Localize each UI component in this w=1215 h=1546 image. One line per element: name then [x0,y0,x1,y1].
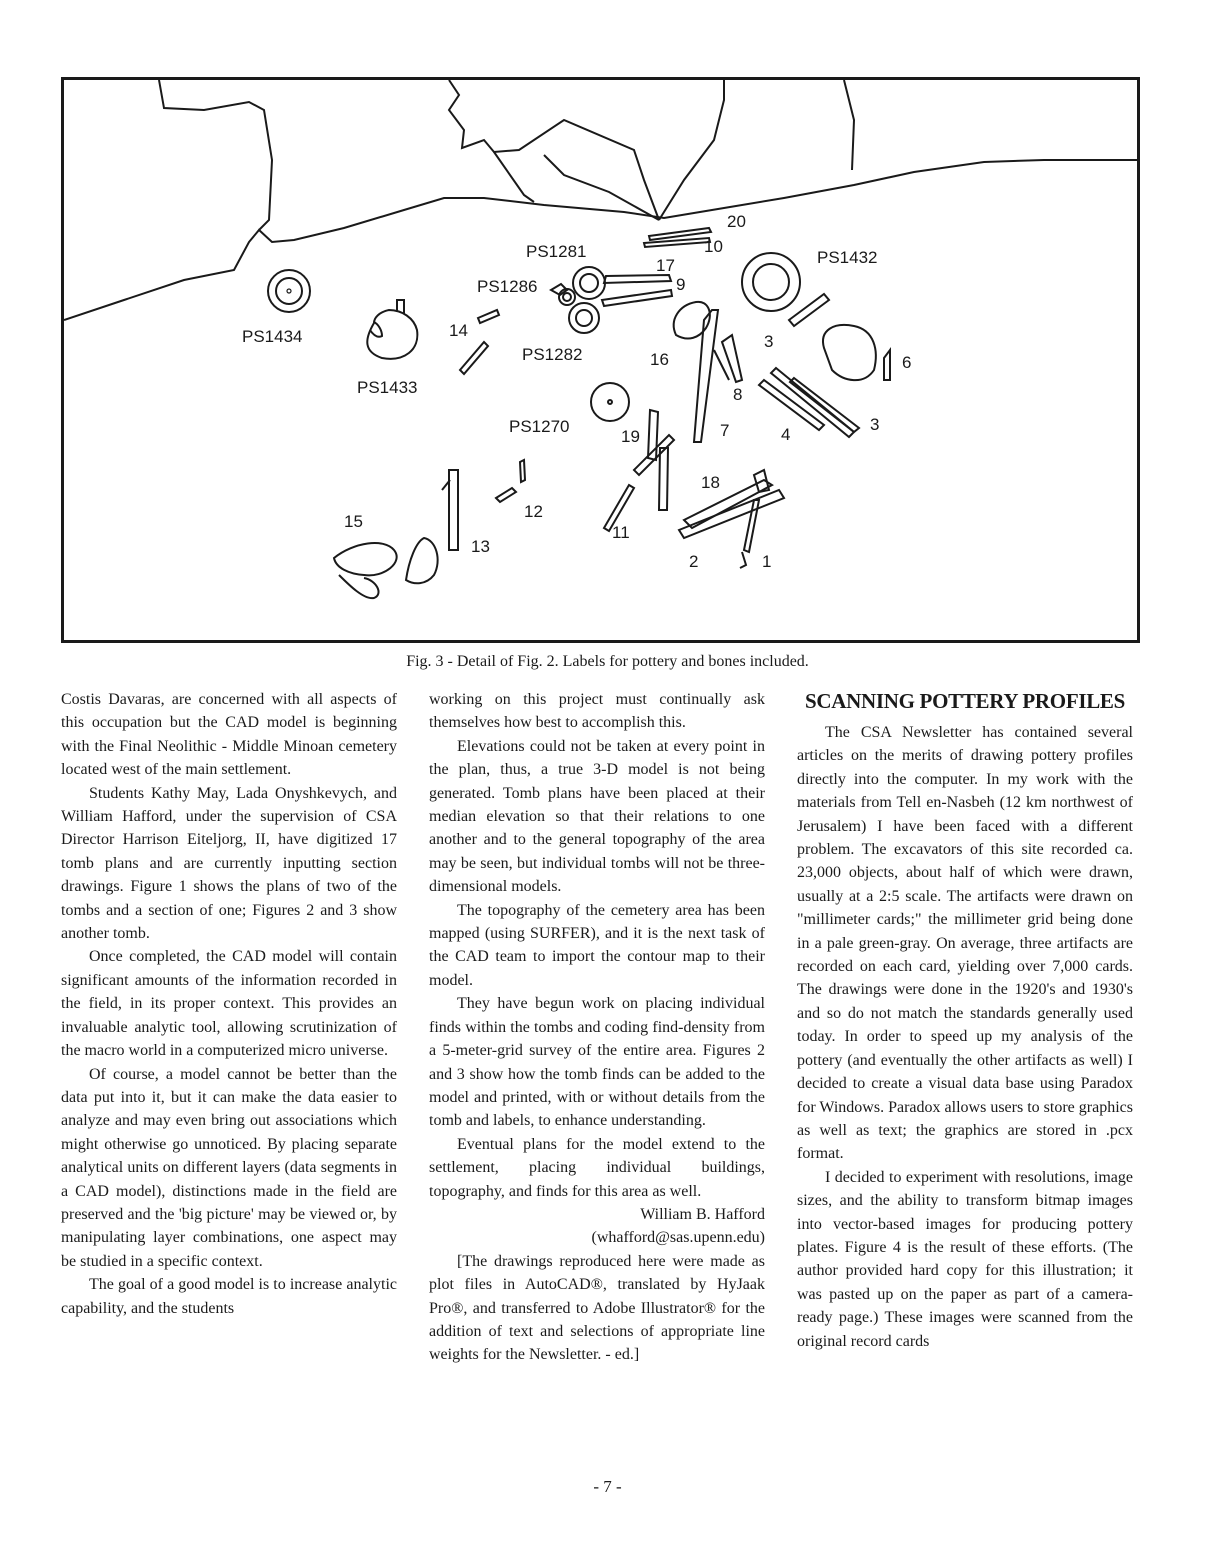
tomb-plan-drawing [64,80,1137,640]
pottery-ps1286-inner [563,293,571,301]
bone-14b [460,342,488,374]
label-18: 18 [701,473,720,492]
article-heading: SCANNING POTTERY PROFILES [804,689,1126,713]
bone-6-piece [884,350,890,380]
pottery-ps1434 [268,270,310,312]
author-name: William B. Hafford [640,1205,765,1223]
figure-caption: Fig. 3 - Detail of Fig. 2. Labels for pottery and bones included. [406,653,809,670]
paragraph: The topography of the cemetery area has been mapped (using SURFER), and it is the next task of the CAD team to import the contour map to their model. [429,901,765,989]
text-column-3 [797,688,1133,1353]
paragraph: Eventual plans for the model extend to the settlement, placing individual buildings, topography, and finds for this area as well. [429,1135,765,1200]
text-column-2 [429,688,765,1367]
paragraph: Students Kathy May, Lada Onyshkevych, and William Hafford, under the supervision of CSA Director Harrison Eiteljorg, II, have digitized 17 tomb plans and are currently inputting section drawings. Figure 1 shows the plans of two of the tombs and a section of one; Figures 2 and 3 show another tomb. [61,784,397,943]
text-column-1 [61,688,397,1320]
rock-outline [159,80,272,230]
author-email: (whafford@sas.upenn.edu) [591,1229,765,1247]
label-8: 8 [733,385,743,404]
paragraph: Once completed, the CAD model will contain significant amounts of the information recorded in the field, in its proper context. This provides an invaluable analytic tool, allowing scrutinization of the macro world in a computerized micro universe. [61,948,397,1060]
pottery-ps1434-center [287,289,291,293]
bone-9b [602,290,672,306]
bone-3a [759,380,824,430]
pottery-ps1434-inner [276,278,302,304]
label-2: 2 [689,552,699,571]
label-4: 4 [781,425,791,444]
bone-8a [722,335,742,382]
cliff-boundary-line [64,160,1137,320]
paragraph: Costis Davaras, are concerned with all aspects of this occupation but the CAD model is beginning with the Final Neolithic - Middle Minoan cemetery located west of the main settlement. [61,691,397,779]
pottery-ps1432 [742,253,800,311]
bone-1b [740,552,746,568]
paragraph: I decided to experiment with resolutions, image sizes, and the ability to transform bitmap images into vector-based images for producing pottery plates. Figure 4 is the result of these efforts. (The author provided hard copy for this illustration; it was pasted up on the paper as part of a camera-ready page.) These images were scanned from the original record cards [797,1168,1133,1350]
bone-15c [406,538,438,583]
editor-note: [The drawings reproduced here were made as plot files in AutoCAD®, translated by HyJaak Pro®, and transferred to Adobe Illustrator® for the addition of text and selections of appropriate line weights for the Newsletter. - ed.] [429,1252,765,1364]
paragraph: Elevations could not be taken at every point in the plan, thus, a true 3-D model is not being generated. Tomb plans have been placed at their median elevation so that their relations to one another and to the general topography of the area may be seen, but individual tombs will not be three-dimensional models. [429,737,765,896]
bone-15b [339,575,379,598]
bone-9 [604,275,671,283]
label-3b: 3 [870,415,880,434]
bone-13a [449,470,458,550]
label-ps1286: PS1286 [477,277,538,296]
label-1: 1 [762,552,772,571]
bone-1 [744,500,759,552]
rock-outline [844,80,854,170]
bone-7 [694,310,718,442]
label-16: 16 [650,350,669,369]
label-20: 20 [727,212,746,231]
label-3a: 3 [764,332,774,351]
bone-19c [659,448,668,510]
bone-15a [334,543,397,575]
page-number: - 7 - [593,1477,622,1496]
paragraph: Of course, a model cannot be better than the data put into it, but it can make the data easier to analyze and may even bring out associations which might otherwise go unnoticed. By placing separate analytical units on different layers (data segments in a CAD model), distinctions made in the field are preserved and the 'big picture' may be viewed or, by manipulating layer combinations, one aspect may be studied in a specific context. [61,1065,397,1270]
pottery-ps1282-inner [576,310,592,326]
bone-12a [520,460,525,482]
paragraph: The CSA Newsletter has contained several articles on the merits of drawing pottery profiles directly into the computer. In my work with the materials from Tell en-Nasbeh (12 km northwest of Jerusalem) I have been faced with a different problem. The excavators of this site recorded ca. 23,000 objects, about half of which were drawn, usually at a 2:5 scale. The artifacts were drawn on "millimeter cards;" the millimeter grid being done in a pale green-gray. On average, three artifacts are recorded on each card, yielding over 7,000 cards. The drawings were done in the 1920's and 1930's and so do not match the standards generally used today. In order to speed up my analysis of the pottery (and eventually the other artifacts as well) I decided to create a visual data base using Paradox for Windows. Paradox allows users to store graphics as well as text; the graphics are stored in .pcx format. [797,724,1133,1163]
label-15: 15 [344,512,363,531]
label-13: 13 [471,537,490,556]
label-ps1281: PS1281 [526,242,587,261]
bone-3b [790,378,859,432]
bone-12b [496,488,516,502]
bone-19a [648,410,658,460]
pottery-ps1270-center [608,400,612,404]
bone-14a [478,310,499,323]
tomb-plan-figure [61,77,1140,643]
label-ps1270: PS1270 [509,417,570,436]
pottery-ps1281-inner [580,274,598,292]
label-ps1433: PS1433 [357,378,418,397]
pottery-ps1281 [573,267,605,299]
paragraph: The goal of a good model is to increase analytic capability, and the students [61,1276,397,1317]
label-7: 7 [720,421,730,440]
pottery-ps1286 [559,289,575,305]
pottery-ps1432-inner [753,264,789,300]
pottery-ps1270 [591,383,629,421]
label-9: 9 [676,275,686,294]
pottery-ps1433-inner [370,322,382,337]
label-14: 14 [449,321,468,340]
label-6: 6 [902,353,912,372]
paragraph: working on this project must continually ask themselves how best to accomplish this. [429,691,765,732]
paragraph: They have begun work on placing individual finds within the tombs and coding find-density from a 5-meter-grid survey of the entire area. Figures 2 and 3 show how the tomb finds can be added to the model and printed, with or without details from the tomb and labels, to enhance understanding. [429,995,765,1130]
label-ps1432: PS1432 [817,248,878,267]
label-17: 17 [656,256,675,275]
rock-outline [659,80,724,220]
label-10: 10 [704,237,723,256]
label-19: 19 [621,427,640,446]
label-12: 12 [524,502,543,521]
label-ps1282: PS1282 [522,345,583,364]
label-11: 11 [612,523,630,542]
bone-6 [823,325,876,380]
label-ps1434: PS1434 [242,327,303,346]
pottery-ps1282 [569,303,599,333]
rock-outline [494,152,534,202]
